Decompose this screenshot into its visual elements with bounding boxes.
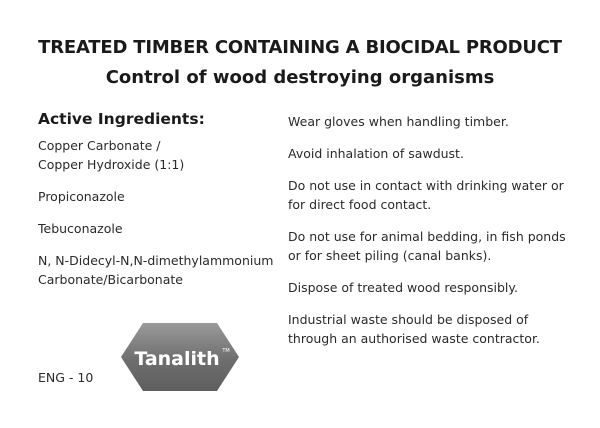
instruction-line: through an authorised waste contractor.: [288, 331, 540, 346]
tanalith-logo: [119, 321, 241, 393]
ingredient-line: Carbonate/Bicarbonate: [38, 272, 183, 287]
ingredient-line: Tebuconazole: [38, 221, 123, 236]
instruction-line: Do not use for animal bedding, in fish ponds: [288, 229, 566, 244]
instruction-line: Dispose of treated wood responsibly.: [288, 280, 518, 295]
instruction-item: [288, 112, 578, 131]
active-ingredients-heading: Active Ingredients:: [38, 110, 205, 128]
instruction-line: Wear gloves when handling timber.: [288, 114, 509, 129]
instruction-line: or for sheet piling (canal banks).: [288, 248, 492, 263]
instruction-line: Industrial waste should be disposed of: [288, 312, 529, 327]
ingredient-item: [38, 219, 278, 238]
instruction-line: Avoid inhalation of sawdust.: [288, 146, 464, 161]
instruction-item: [288, 144, 578, 163]
instruction-line: Do not use in contact with drinking water or: [288, 178, 564, 193]
instruction-item: [288, 310, 578, 348]
instruction-item: [288, 176, 578, 214]
logo-brand-text: Tanalith: [134, 348, 220, 370]
ingredient-line: Propiconazole: [38, 189, 125, 204]
ingredient-item: [38, 251, 278, 289]
ingredient-line: Copper Carbonate /: [38, 138, 161, 153]
instruction-item: [288, 278, 578, 297]
label-subtitle: Control of wood destroying organisms: [105, 67, 495, 88]
ingredient-line: Copper Hydroxide (1:1): [38, 157, 185, 172]
logo-trademark-text: TM: [222, 348, 230, 354]
instruction-item: [288, 227, 578, 265]
safety-instructions-section: [288, 112, 578, 361]
ingredient-line: N, N-Didecyl-N,N-dimethylammonium: [38, 253, 274, 268]
label-code: ENG - 10: [38, 370, 94, 385]
instruction-line: for direct food contact.: [288, 197, 432, 212]
tanalith-hexagon-logo-icon: [119, 321, 241, 393]
ingredient-item: [38, 136, 278, 174]
ingredient-item: [38, 187, 278, 206]
label-title: TREATED TIMBER CONTAINING A BIOCIDAL PRODUCT: [38, 37, 562, 58]
active-ingredients-section: [38, 110, 278, 302]
